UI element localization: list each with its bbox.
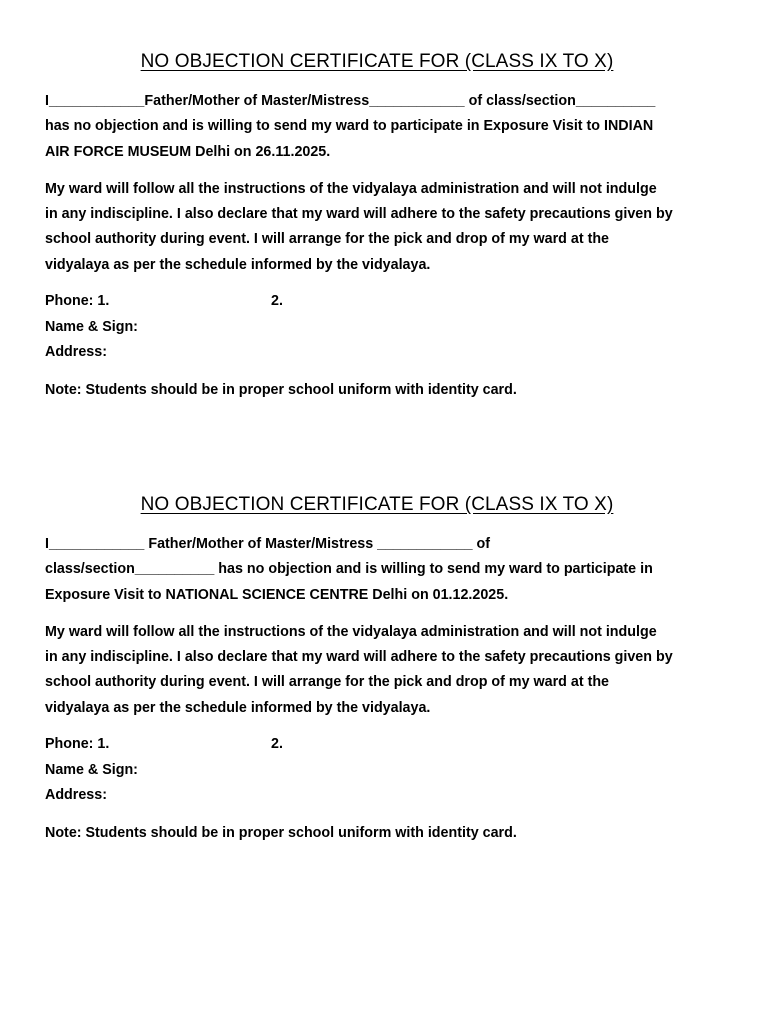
parent-contact-block: [45, 732, 725, 809]
declaration-intro: [45, 89, 725, 165]
uniform-note: Note: Students should be in proper school uniform with identity card.: [45, 824, 517, 841]
declaration-intro: [45, 532, 725, 608]
name-sign-label: Name & Sign:: [45, 318, 138, 335]
noc-certificate-national-science-centre: [45, 491, 725, 846]
name-sign-label: Name & Sign:: [45, 761, 138, 778]
body-line: vidyalaya as per the schedule informed by the vidyalaya.: [45, 256, 431, 273]
certificate-title: NO OBJECTION CERTIFICATE FOR (CLASS IX TO X): [140, 494, 614, 515]
phone-second-label: 2.: [271, 293, 283, 310]
uniform-note: Note: Students should be in proper school uniform with identity card.: [45, 381, 517, 398]
intro-line: has no objection and is willing to send my ward to participate in Exposure Visit to INDIAN: [45, 118, 654, 135]
body-line: in any indiscipline. I also declare that my ward will adhere to the safety precautions given by: [45, 206, 673, 223]
noc-certificate-air-force-museum: [45, 48, 725, 403]
phone-label: Phone: 1.: [45, 293, 110, 310]
body-line: school authority during event. I will arrange for the pick and drop of my ward at the: [45, 674, 610, 691]
intro-line: I____________ Father/Mother of Master/Mistress ____________ of: [45, 536, 491, 552]
intro-line: AIR FORCE MUSEUM Delhi on 26.11.2025.: [45, 143, 331, 160]
phone-row: [45, 732, 725, 758]
address-label: Address:: [45, 787, 107, 804]
phone-label: Phone: 1.: [45, 736, 110, 753]
body-line: school authority during event. I will arrange for the pick and drop of my ward at the: [45, 231, 610, 248]
body-line: vidyalaya as per the schedule informed by the vidyalaya.: [45, 699, 431, 716]
certificate-title: NO OBJECTION CERTIFICATE FOR (CLASS IX TO X): [140, 51, 614, 72]
intro-line: Exposure Visit to NATIONAL SCIENCE CENTRE Delhi on 01.12.2025.: [45, 586, 509, 603]
parent-contact-block: [45, 289, 725, 366]
intro-line: I____________Father/Mother of Master/Mistress____________ of class/section__________: [45, 93, 656, 109]
address-label: Address:: [45, 344, 107, 361]
declaration-body: [45, 177, 725, 278]
declaration-body: [45, 620, 725, 721]
body-line: My ward will follow all the instructions of the vidyalaya administration and will not indulge: [45, 180, 657, 197]
phone-row: [45, 289, 725, 315]
intro-line: class/section__________ has no objection and is willing to send my ward to participate in: [45, 561, 653, 578]
phone-second-label: 2.: [271, 736, 283, 753]
body-line: My ward will follow all the instructions of the vidyalaya administration and will not indulge: [45, 623, 657, 640]
body-line: in any indiscipline. I also declare that my ward will adhere to the safety precautions given by: [45, 649, 673, 666]
